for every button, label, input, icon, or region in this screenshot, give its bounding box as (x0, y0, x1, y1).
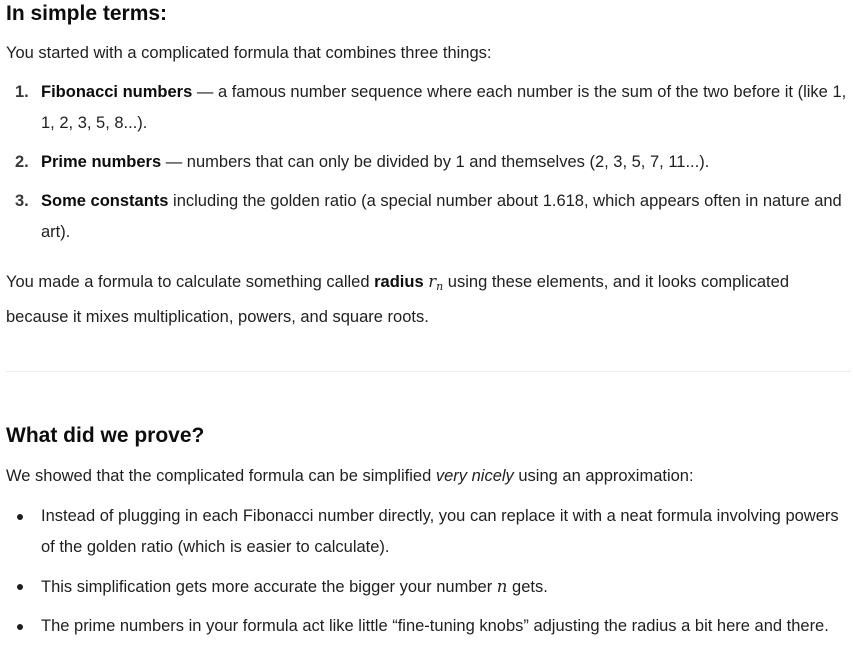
radius-subscript: n (436, 280, 444, 293)
bullet-text-post: gets. (507, 578, 548, 596)
intro-paragraph: You started with a complicated formula that combines three things: (6, 44, 492, 62)
section-divider (6, 371, 851, 372)
proof-intro-paragraph (6, 461, 851, 492)
bullet-text: The prime numbers in your formula act like little “fine-tuning knobs” adjusting the radius a bit here and there. (41, 617, 829, 635)
numbered-list (6, 77, 851, 256)
bullet-item-prime-knobs (6, 611, 851, 642)
radius-paragraph (6, 266, 806, 333)
bullet-item-fibonacci-replacement (6, 501, 851, 563)
n-variable: n (496, 577, 508, 596)
list-marker: 3. (15, 192, 29, 210)
radius-variable: $r_n$ (428, 272, 444, 293)
section-heading-what-did-we-prove: What did we prove? (6, 424, 205, 447)
radius-term: radius (374, 273, 424, 291)
bullet-text: Instead of plugging in each Fibonacci number directly, you can replace it with a neat formula involving powers of the golden ratio (which is easier to calculate). (41, 507, 839, 556)
bullet-text-pre: This simplification gets more accurate the bigger your number (41, 578, 497, 596)
list-item-constants (6, 186, 851, 248)
list-item-text: — numbers that can only be divided by 1 and themselves (2, 3, 5, 7, 11...). (161, 153, 710, 171)
radius-text-post: using these elements, and it looks complicated because it mixes multiplication, powers, and square roots. (6, 273, 789, 326)
radius-text-pre: You made a formula to calculate something called (6, 273, 375, 291)
section-heading-simple-terms: In simple terms: (6, 2, 168, 25)
list-item-fibonacci (6, 77, 851, 139)
proof-intro-emphasis: very nicely (435, 467, 514, 485)
bullet-dot-icon (17, 624, 23, 630)
list-marker: 2. (15, 153, 29, 171)
list-item-term: Some constants (41, 192, 169, 210)
proof-intro-pre: We showed that the complicated formula can be simplified (6, 467, 436, 485)
list-item-primes (6, 147, 851, 178)
list-item-text: — a famous number sequence where each number is the sum of the two before it (like 1, 1, 2, 3, 5, 8...). (41, 83, 847, 132)
list-item-term: Fibonacci numbers (41, 83, 193, 101)
list-item-text: including the golden ratio (a special number about 1.618, which appears often in nature and art). (41, 192, 842, 241)
bullet-list (6, 501, 851, 650)
list-marker: 1. (15, 83, 29, 101)
bullet-dot-icon (17, 584, 23, 590)
bullet-item-accuracy (6, 571, 851, 603)
proof-intro-post: using an approximation: (513, 467, 694, 485)
bullet-dot-icon (17, 514, 23, 520)
list-item-term: Prime numbers (41, 153, 162, 171)
